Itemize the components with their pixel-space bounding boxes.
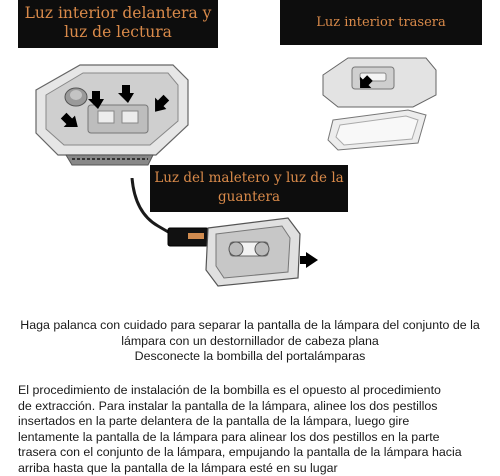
trunk-light-label-line-2: guantera	[150, 188, 348, 207]
installation-line-3: insertados en la parte delantera de la pantalla de la lámpara, luego gire	[18, 414, 488, 430]
arrow-icon	[300, 252, 318, 268]
rear-light-label: Luz interior trasera	[280, 0, 482, 45]
trunk-light-illustration	[130, 178, 330, 288]
removal-line-2: lámpara con un destornillador de cabeza plana	[0, 334, 500, 350]
installation-line-1: El procedimiento de instalación de la bombilla es el opuesto al procedimiento	[18, 383, 488, 399]
trunk-light-label-line-1: Luz del maletero y luz de la	[150, 169, 348, 188]
removal-line-3: Desconecte la bombilla del portalámparas	[0, 349, 500, 365]
installation-line-4: lentamente la pantalla de la lámpara para alinear los dos pestillos en la parte	[18, 430, 488, 446]
installation-line-5: trasera con el conjunto de la lámpara, empujando la pantalla de la lámpara hacia	[18, 445, 488, 461]
installation-instructions	[18, 383, 488, 476]
installation-line-6: arriba hasta que la pantalla de la lámpara esté en su lugar	[18, 461, 488, 476]
front-light-illustration	[28, 55, 198, 170]
front-light-label-line-2: luz de lectura	[18, 23, 218, 42]
removal-instructions	[0, 318, 500, 365]
rear-light-illustration	[318, 55, 438, 155]
installation-line-2: de extracción. Para instalar la pantalla de la lámpara, alinee los dos pestillos	[18, 399, 488, 415]
front-light-label-line-1: Luz interior delantera y	[18, 4, 218, 23]
front-light-label	[18, 0, 218, 48]
removal-line-1: Haga palanca con cuidado para separar la pantalla de la lámpara del conjunto de la	[0, 318, 500, 334]
